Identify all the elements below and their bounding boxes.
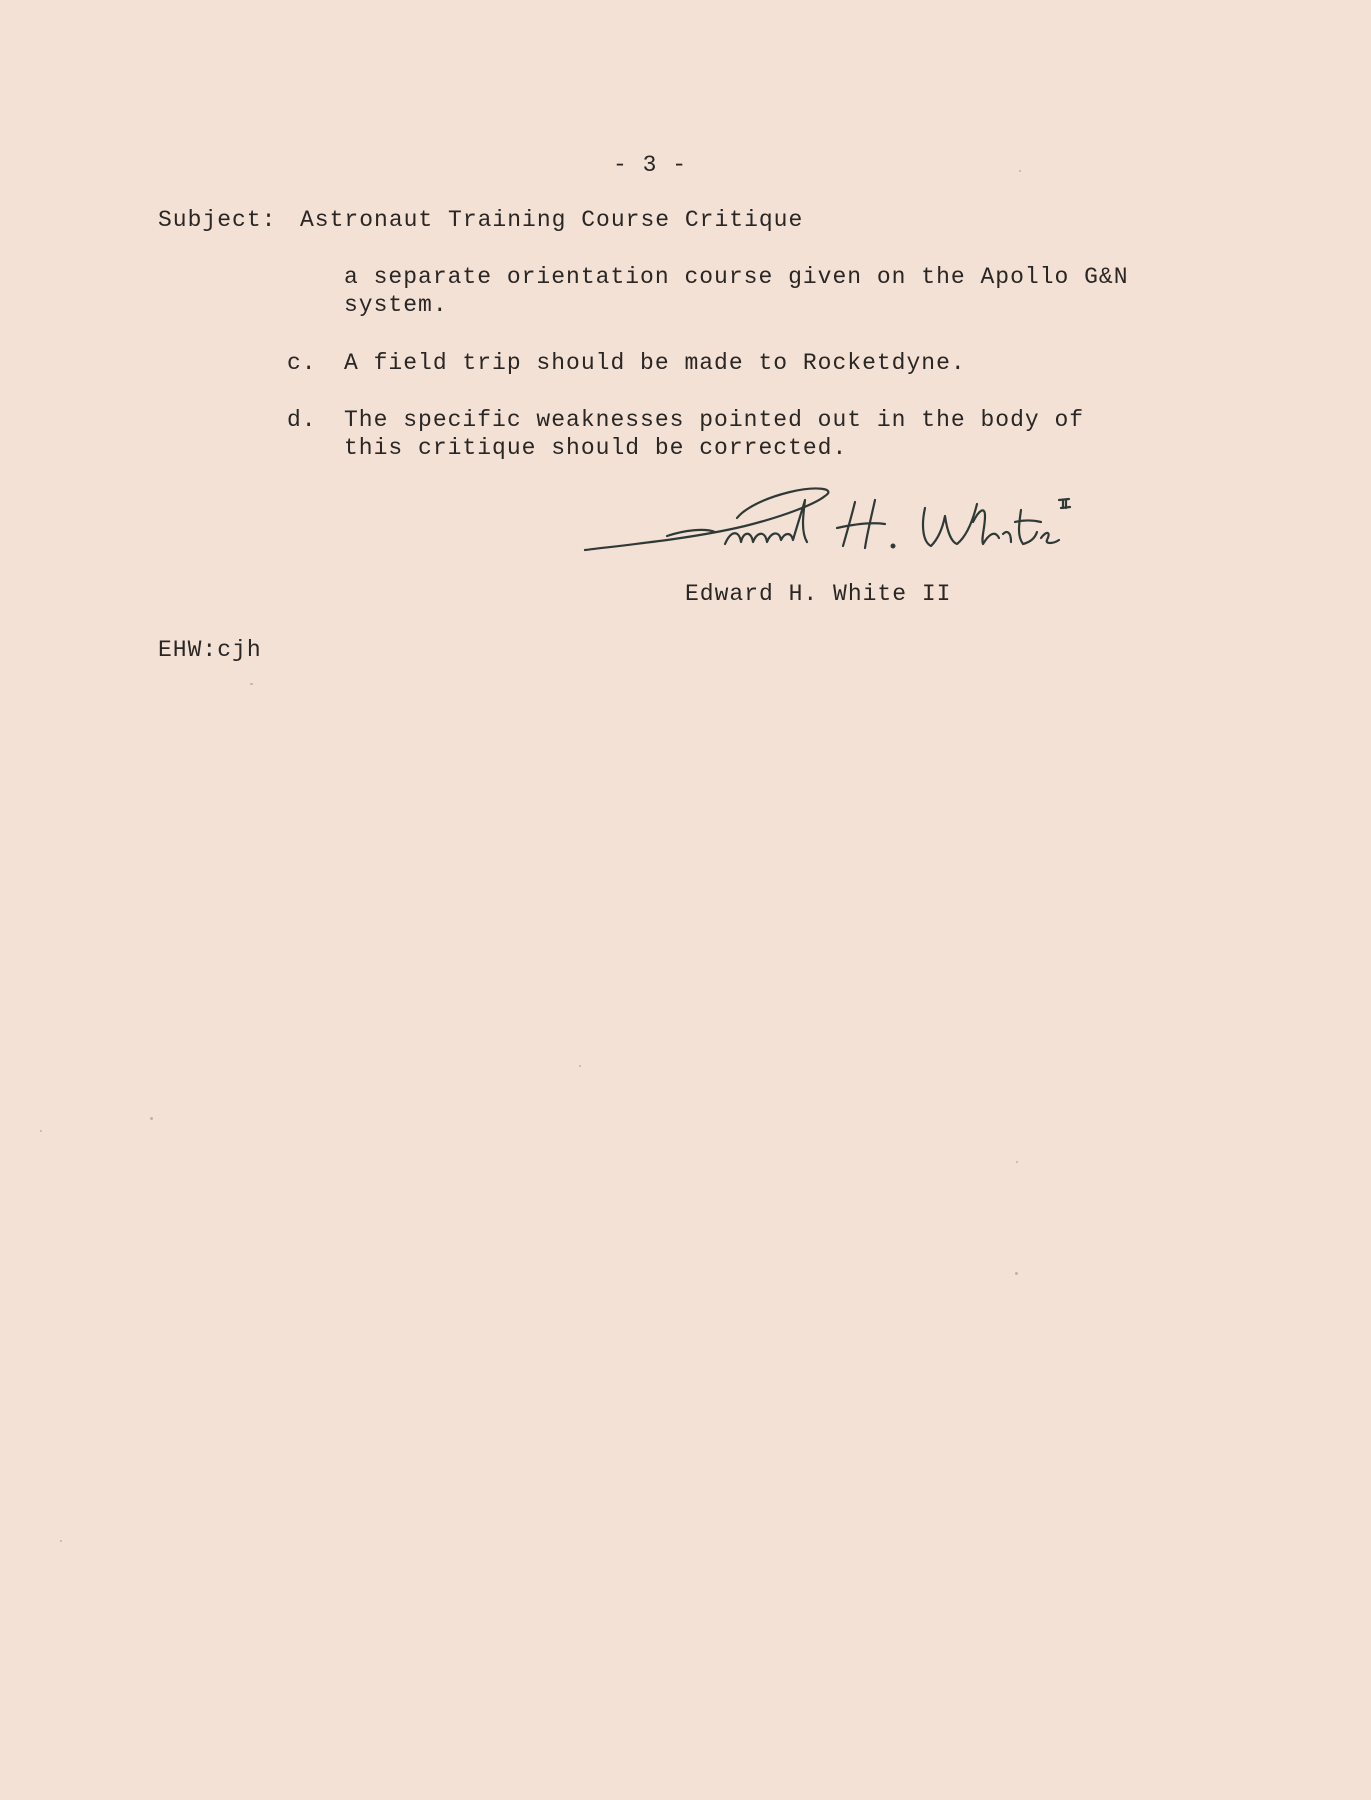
paper-speck [579, 1065, 581, 1067]
paper-speck [150, 1117, 153, 1120]
paper-speck [250, 683, 253, 685]
paper-speck [1015, 1272, 1018, 1275]
continuation-line: a separate orientation course given on the Apollo G&N [344, 264, 1129, 290]
handwritten-signature [575, 486, 1075, 566]
list-item-text: this critique should be corrected. [344, 435, 848, 461]
subject-value: Astronaut Training Course Critique [300, 207, 804, 233]
subject-label: Subject: [158, 207, 277, 233]
list-item-letter: c. [287, 350, 317, 376]
list-item-letter: d. [287, 407, 317, 433]
paper-speck [40, 1130, 42, 1132]
signatory-name: Edward H. White II [685, 581, 952, 607]
paper-speck [1019, 170, 1021, 172]
continuation-line: system. [344, 292, 448, 318]
paper-speck [60, 1540, 62, 1542]
typist-initials: EHW:cjh [158, 637, 262, 663]
paper-speck [1016, 1161, 1018, 1163]
page-number: - 3 - [613, 152, 688, 178]
list-item-text: A field trip should be made to Rocketdyne. [344, 350, 966, 376]
list-item-text: The specific weaknesses pointed out in the body of [344, 407, 1085, 433]
